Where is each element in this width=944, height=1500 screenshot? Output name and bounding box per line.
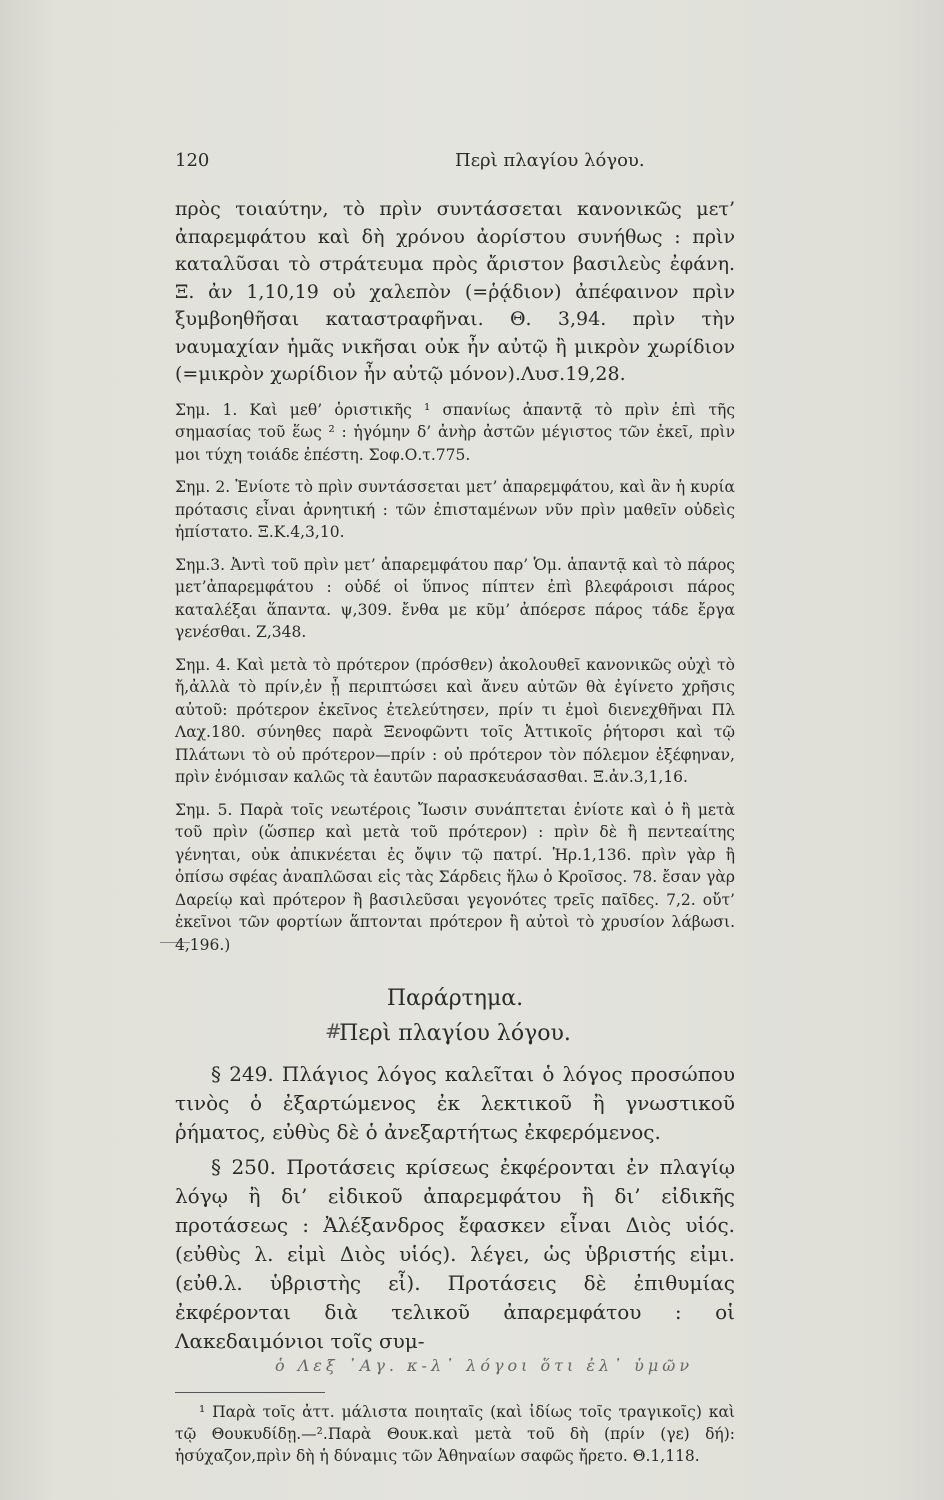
note-2: Σημ. 2. Ἐνίοτε τὸ πρὶν συντάσσεται μετ’ ἀπαρεμφάτου, καὶ ἂν ἡ κυρία πρότασις εἶναι ἀρνητική : τῶν ἐπισταμένων νῦν πρὶν μαθεῖν οὐδεὶς ἠπίστατο. Ξ.Κ.4,3,10. bbox=[175, 478, 735, 541]
topic-heading-text: Περὶ πλαγίου λόγου. bbox=[339, 1021, 571, 1046]
footnote: ¹ Παρὰ τοῖς ἀττ. μάλιστα ποιηταῖς (καὶ ἰδίως τοῖς τραγικοῖς) καὶ τῷ Θουκυδίδῃ.—².Παρὰ Θουκ.καὶ μετὰ τοῦ δὴ (πρίν (γε) δή): ἡσύχαζον,πρὶν δὴ ἡ δύναμις τῶν Ἀθηναίων σαφῶς ἤρετο. Θ.1,118. bbox=[175, 1403, 735, 1465]
intro-paragraph: πρὸς τοιαύτην, τὸ πρὶν συντάσσεται κανονικῶς μετ’ ἀπαρεμφάτου καὶ δὴ χρόνου ἀορίστου συνήθως : πρὶν καταλῦσαι τὸ στράτευμα πρὸς ἄριστον βασιλεὺς ἐφάνη. Ξ. ἀν 1,10,19 οὐ χαλεπὸν (=ῥᾴδιον) ἀπέφαινον πρὶν ξυμβοηθῆσαι καταστραφῆναι. Θ. 3,94. πρὶν τὴν ναυμαχίαν ἡμᾶς νικῆσαι οὐκ ἦν αὐτῷ ἢ μικρὸν χωρίδιον (=μικρὸν χωρίδιον ἦν αὐτῷ μόνον).Λυσ.19,28. bbox=[175, 198, 735, 385]
note-4: Σημ. 4. Καὶ μετὰ τὸ πρότερον (πρόσθεν) ἀκολουθεῖ κανονικῶς οὐχὶ τὸ ἤ,ἀλλὰ τὸ πρίν,ἐν ᾗ περιπτώσει καὶ ἄνευ αὐτῶν θὰ ἐγίνετο χρῆσις αὐτοῦ: πρότερον ἐκεῖνος ἐτελεύτησεν, πρίν τι ἐμοὶ διενεχθῆναι Πλ Λαχ.180. σύνηθες παρὰ Ξενοφῶντι τοῖς Ἀττικοῖς ῥήτορσι καὶ τῷ Πλάτωνι τὸ οὐ πρότερον—πρίν : οὐ πρότερον τὸν πόλεμον ἐξέφηναν, πρὶν ἐνόμισαν καλῶς τὰ ἑαυτῶν παρασκευάσασθαι. Ξ.ἀν.3,1,16. bbox=[175, 655, 735, 786]
page-body bbox=[175, 196, 735, 1467]
page-header bbox=[175, 150, 715, 176]
note-1: Σημ. 1. Καὶ μεθ’ ὁριστικῆς ¹ σπανίως ἀπαντᾷ τὸ πρὶν ἐπὶ τῆς σημασίας τοῦ ἕως ² : ἡγόμην δ’ ἀνὴρ ἀστῶν μέγιστος τῶν ἐκεῖ, πρὶν μοι τύχη τοιάδε ἐπέστη. Σοφ.Ο.τ.775. bbox=[175, 400, 735, 464]
section-249: § 249. Πλάγιος λόγος καλεῖται ὁ λόγος προσώπου τινὸς ὁ ἐξαρτώμενος ἐκ λεκτικοῦ ἢ γνωστικοῦ ῥήματος, εὐθὺς δὲ ὁ ἀνεξαρτήτως ἐκφερόμενος. bbox=[175, 1062, 735, 1144]
topic-heading bbox=[175, 1021, 735, 1046]
appendix-heading: Παράρτημα. bbox=[386, 986, 524, 1011]
footnote-rule bbox=[175, 1392, 325, 1393]
page-number: 120 bbox=[175, 150, 210, 171]
note-5: Σημ. 5. Παρὰ τοῖς νεωτέροις Ἴωσιν συνάπτεται ἐνίοτε καὶ ὁ ἢ μετὰ τοῦ πρὶν (ὥσπερ καὶ μετὰ τοῦ πρότερον) : πρὶν δὲ ἢ πεντεαίτης γένηται, οὐκ ἀπικνέεται ἐς ὄψιν τῷ πατρί. Ἡρ.1,136. πρὶν γὰρ ἢ ὀπίσω σφέας ἀναπλῶσαι εἰς τὰς Σάρδεις ἥλω ὁ Κροῖσος. 78. ἔσαν γὰρ Δαρείῳ καὶ πρότερον ἢ βασιλεῦσαι γεγονότες τρεῖς παῖδες. 7,2. οὔτ’ ἐκεῖνοι τῶν φορτίων ἅπτονται πρότερον ἢ αὐτοὶ τὸ χρυσίον λάβωσι. 4,196.) bbox=[175, 800, 735, 954]
note-3: Σημ.3. Ἀντὶ τοῦ πρὶν μετ’ ἀπαρεμφάτου παρ’ Ὁμ. ἀπαντᾷ καὶ τὸ πάρος μετ’ἀπαρεμφάτου : οὐδέ οἱ ὕπνος πίπτεν ἐπὶ βλεφάροισι πάρος καταλέξαι ἅπαντα. ψ,309. ἔνθα με κῦμ’ ἀπόερσε πάρος τάδε ἔργα γενέσθαι. Ζ,348. bbox=[175, 555, 735, 641]
handwritten-annotation: ὁ Λεξ ᾽Αγ. κ-λ᾽ λόγοι ὅτι ἐλ᾽ ὑμῶν bbox=[275, 1356, 694, 1375]
section-250: § 250. Προτάσεις κρίσεως ἐκφέρονται ἐν πλαγίῳ λόγῳ ἢ δι’ εἰδικοῦ ἀπαρεμφάτου ἢ δι’ εἰδικῆς προτάσεως : Ἀλέξανδρος ἔφασκεν εἶναι Διὸς υἱός. (εὐθὺς λ. εἰμὶ Διὸς υἱός). λέγει, ὡς ὑβριστής εἰμι. (εὐθ.λ. ὑβριστὴς εἶ). Προτάσεις δὲ ἐπιθυμίας ἐκφέρονται διὰ τελικοῦ ἀπαρεμφάτου : οἱ Λακεδαιμόνιοι τοῖς συμ- bbox=[175, 1155, 735, 1353]
running-title: Περὶ πλαγίου λόγου. bbox=[455, 150, 645, 171]
handwritten-hash-mark: # bbox=[325, 1019, 342, 1043]
